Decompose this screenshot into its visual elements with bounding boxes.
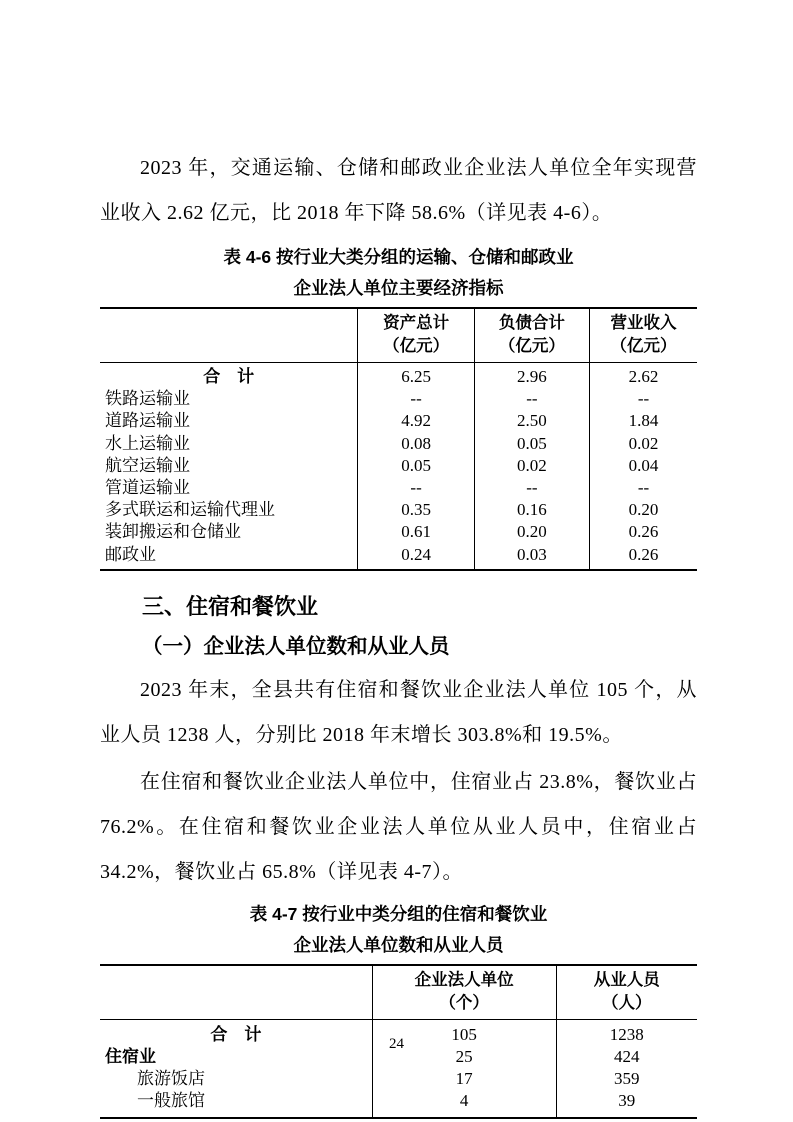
section-heading: 三、住宿和餐饮业 [142, 593, 319, 619]
cell-value: -- [474, 388, 589, 410]
cell-value: 39 [556, 1090, 697, 1117]
column-header-empty [100, 965, 372, 1020]
table-4-7-header-row [100, 965, 697, 1020]
page-content [100, 0, 697, 1119]
cell-value: 0.20 [590, 499, 697, 521]
table-row-railway [100, 388, 697, 410]
table-row-postal [100, 544, 697, 570]
cell-value: 0.24 [358, 544, 474, 570]
cell-value: 0.16 [474, 499, 589, 521]
row-label: 道路运输业 [105, 411, 190, 431]
table-row-air [100, 455, 697, 477]
column-header-legal-units [372, 965, 556, 1020]
column-header-line1: 资产总计 [383, 314, 450, 332]
cell-value: 0.20 [474, 521, 589, 543]
table-row-loading-warehouse [100, 521, 697, 543]
table-4-7-caption [100, 899, 697, 961]
cell-value: 1.84 [590, 410, 697, 432]
cell-value: 25 [372, 1046, 556, 1068]
cell-value: -- [358, 388, 474, 410]
cell-value: 4.92 [358, 410, 474, 432]
cell-value: 0.26 [590, 521, 697, 543]
paragraph-accommodation-units: 2023 年末，全县共有住宿和餐饮业企业法人单位 105 个，从业人员 1238 人，分别比 2018 年末增长 303.8%和 19.5%。 [100, 678, 697, 746]
table-4-6-header-row [100, 308, 697, 363]
cell-value: 4 [372, 1090, 556, 1117]
column-header-empty [100, 308, 358, 363]
cell-value: 0.05 [358, 455, 474, 477]
subsection-heading: （一）企业法人单位数和从业人员 [142, 635, 450, 658]
column-header-line2: （个） [439, 993, 489, 1012]
row-label: 航空运输业 [105, 455, 190, 475]
column-header-line1: 营业收入 [610, 314, 677, 332]
row-label: 旅游饭店 [137, 1069, 205, 1089]
row-label: 住宿业 [105, 1047, 156, 1067]
column-header-employees [556, 965, 697, 1020]
table-row-total [100, 363, 697, 389]
cell-value: 0.03 [474, 544, 589, 570]
column-header-assets [358, 308, 474, 363]
column-header-line2: （亿元） [610, 337, 677, 355]
cell-value: 0.08 [358, 433, 474, 455]
row-label: 邮政业 [105, 544, 156, 564]
cell-value: 0.61 [358, 521, 474, 543]
row-label: 铁路运输业 [105, 389, 190, 409]
cell-value: 2.96 [474, 363, 589, 389]
table-4-6-caption-line2: 企业法人单位主要经济指标 [293, 278, 504, 298]
cell-value: 105 [372, 1019, 556, 1046]
table-row-pipeline [100, 477, 697, 499]
table-4-6 [100, 307, 697, 571]
cell-value: -- [590, 477, 697, 499]
column-header-line2: （亿元） [383, 337, 450, 355]
cell-value: 2.62 [590, 363, 697, 389]
cell-value: 2.50 [474, 410, 589, 432]
column-header-line2: （亿元） [498, 337, 565, 355]
table-row-multimodal [100, 499, 697, 521]
paragraph-accommodation-share: 在住宿和餐饮业企业法人单位中，住宿业占 23.8%，餐饮业占 76.2%。在住宿和餐饮业企业法人单位从业人员中，住宿业占 34.2%，餐饮业占 65.8%（详见表 4-7）。 [100, 770, 697, 883]
cell-value: 0.26 [590, 544, 697, 570]
column-header-line1: 企业法人单位 [414, 970, 514, 989]
cell-value: 1238 [556, 1019, 697, 1046]
table-4-7-caption-line1: 表 4-7 按行业中类分组的住宿和餐饮业 [249, 903, 548, 924]
row-label: 管道运输业 [105, 478, 190, 498]
cell-value: 0.35 [358, 499, 474, 521]
column-header-liabilities [474, 308, 589, 363]
row-label: 一般旅馆 [137, 1091, 205, 1111]
table-4-6-caption [100, 242, 697, 304]
table-row-road [100, 410, 697, 432]
cell-value: 0.02 [474, 455, 589, 477]
row-label: 合 计 [210, 1024, 262, 1044]
column-header-line1: 负债合计 [498, 314, 565, 332]
cell-value: 0.02 [590, 433, 697, 455]
cell-value: -- [590, 388, 697, 410]
row-label: 合 计 [203, 367, 255, 386]
table-4-7-caption-line2: 企业法人单位数和从业人员 [293, 934, 504, 955]
column-header-line2: （人） [602, 993, 652, 1012]
column-header-revenue [590, 308, 697, 363]
row-label: 水上运输业 [105, 433, 190, 453]
cell-value: 424 [556, 1046, 697, 1068]
table-row-water [100, 433, 697, 455]
table-4-6-caption-line1: 表 4-6 按行业大类分组的运输、仓储和邮政业 [223, 247, 574, 267]
column-header-line1: 从业人员 [593, 970, 660, 989]
page-number: 24 [389, 1036, 404, 1052]
row-label: 装卸搬运和仓储业 [105, 522, 241, 542]
paragraph-transport-revenue: 2023 年，交通运输、仓储和邮政业企业法人单位全年实现营业收入 2.62 亿元，比 2018 年下降 58.6%（详见表 4-6）。 [100, 157, 697, 224]
table-row-tourist-hotels [100, 1068, 697, 1090]
cell-value: 6.25 [358, 363, 474, 389]
cell-value: -- [358, 477, 474, 499]
table-row-general-inns [100, 1090, 697, 1117]
cell-value: 359 [556, 1068, 697, 1090]
cell-value: 0.04 [590, 455, 697, 477]
cell-value: 17 [372, 1068, 556, 1090]
row-label: 多式联运和运输代理业 [105, 500, 275, 520]
cell-value: 0.05 [474, 433, 589, 455]
cell-value: -- [474, 477, 589, 499]
